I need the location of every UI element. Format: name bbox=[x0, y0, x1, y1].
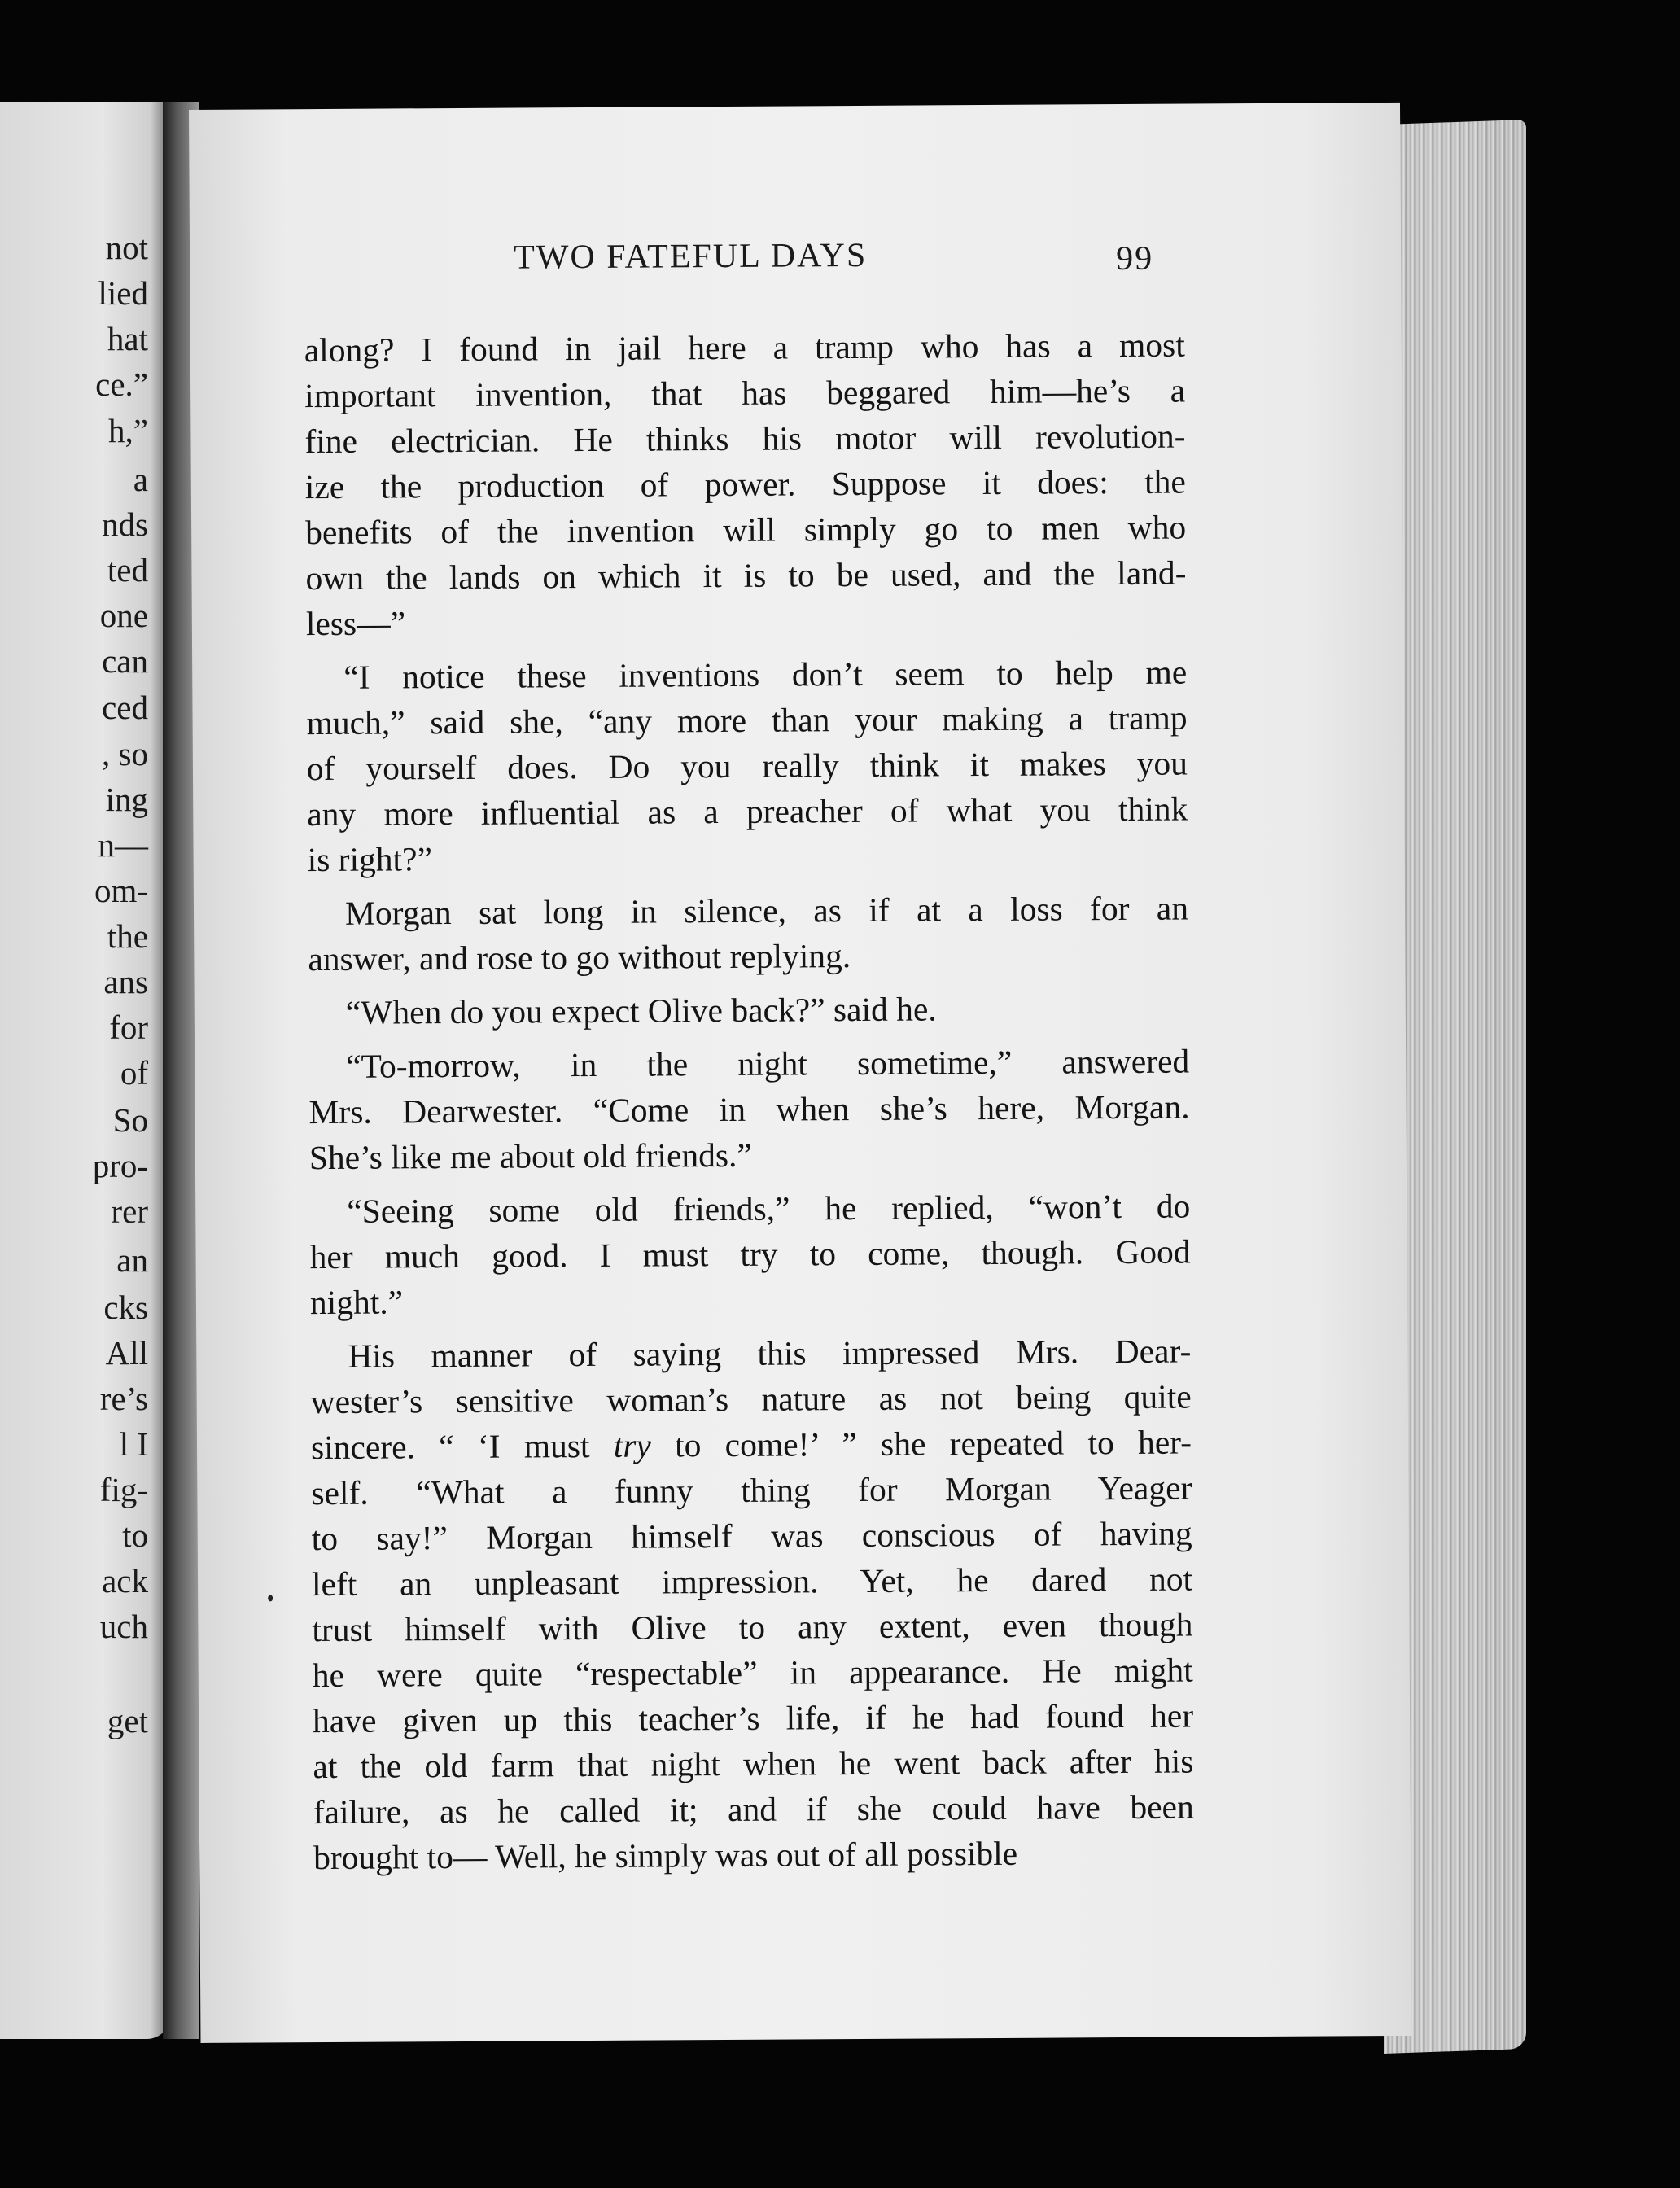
text-line: brought to— Well, he simply was out of all possible bbox=[313, 1834, 1018, 1877]
facing-page-line: ing bbox=[105, 781, 148, 818]
text-line: he were quite “respectable” in appearance. He might bbox=[312, 1651, 1193, 1695]
text-line: any more influential as a preacher of what you think bbox=[307, 790, 1188, 834]
text-line: left an unpleasant impression. Yet, he dared not bbox=[311, 1560, 1193, 1604]
book-page bbox=[189, 103, 1411, 2043]
text-line: night.” bbox=[309, 1283, 404, 1322]
text-line: failure, as he called it; and if she could have been bbox=[313, 1788, 1194, 1831]
text-line: important invention, that has beggared him—he’s a bbox=[304, 371, 1186, 415]
facing-page-line: the bbox=[107, 917, 148, 955]
facing-page-line: ans bbox=[103, 963, 148, 1000]
facing-page-line: a bbox=[133, 461, 148, 498]
paragraph bbox=[304, 322, 1187, 647]
facing-page-line: pro- bbox=[92, 1147, 148, 1184]
text-line: sincere. “ ‘I must try to come!’ ” she repeated to her- bbox=[310, 1423, 1192, 1467]
text-line: at the old farm that night when he went back after his bbox=[313, 1742, 1194, 1786]
facing-page-line: So bbox=[112, 1101, 148, 1139]
text-line: along? I found in jail here a tramp who has a most bbox=[304, 326, 1185, 370]
text-line: her much good. I must try to come, though. Good bbox=[309, 1232, 1191, 1276]
paragraph bbox=[308, 886, 1189, 982]
facing-page-line: ced bbox=[102, 689, 148, 726]
text-line: self. “What a funny thing for Morgan Yeager bbox=[311, 1468, 1192, 1512]
facing-page-line: ted bbox=[107, 551, 148, 589]
paragraph bbox=[308, 1039, 1190, 1181]
paragraph bbox=[310, 1328, 1194, 1881]
text-line: benefits of the invention will simply go to men who bbox=[305, 508, 1187, 552]
facing-page-line: hat bbox=[107, 320, 148, 357]
facing-page-line: an bbox=[116, 1241, 148, 1279]
body-text bbox=[304, 322, 1195, 1881]
facing-page-line: to bbox=[122, 1516, 148, 1554]
facing-page bbox=[0, 102, 171, 2039]
facing-page-line: ack bbox=[102, 1562, 148, 1599]
facing-page-line: get bbox=[107, 1702, 148, 1739]
facing-page-line: uch bbox=[99, 1608, 148, 1645]
facing-page-line: re’s bbox=[99, 1380, 148, 1417]
text-line: “To-morrow, in the night sometime,” answered bbox=[346, 1042, 1190, 1085]
text-line: of yourself does. Do you really think it makes you bbox=[306, 744, 1188, 788]
text-line: is right?” bbox=[307, 840, 433, 879]
text-line: “I notice these inventions don’t seem to help me bbox=[343, 653, 1188, 696]
text-line: trust himself with Olive to any extent, even though bbox=[312, 1605, 1193, 1649]
text-line: His manner of saying this impressed Mrs. Dear- bbox=[348, 1332, 1192, 1375]
facing-page-line: , so bbox=[102, 735, 148, 772]
text-line: Morgan sat long in silence, as if at a loss for an bbox=[344, 889, 1189, 932]
text-line: She’s like me about old friends.” bbox=[308, 1136, 752, 1177]
facing-page-line: h,” bbox=[108, 412, 148, 449]
running-title: TWO FATEFUL DAYS bbox=[513, 236, 868, 277]
ink-speck bbox=[268, 1595, 273, 1601]
text-line: “When do you expect Olive back?” said he. bbox=[345, 990, 937, 1031]
facing-page-line: of bbox=[120, 1054, 148, 1092]
paragraph bbox=[309, 1184, 1191, 1326]
facing-page-line: for bbox=[109, 1009, 148, 1046]
text-line: to say!” Morgan himself was conscious of having bbox=[311, 1514, 1192, 1558]
text-line: ize the production of power. Suppose it does: the bbox=[304, 462, 1186, 506]
text-line: own the lands on which it is to be used, and the land- bbox=[305, 554, 1187, 597]
text-line: answer, and rose to go without replying. bbox=[308, 937, 851, 978]
text-line: fine electrician. He thinks his motor will revolution- bbox=[304, 417, 1186, 461]
facing-page-line: ce.” bbox=[95, 365, 148, 403]
facing-page-line: can bbox=[102, 642, 148, 680]
running-head bbox=[190, 233, 1401, 278]
text-line: have given up this teacher’s life, if he had found her bbox=[312, 1696, 1194, 1740]
text-line: wester’s sensitive woman’s nature as not being quite bbox=[310, 1377, 1192, 1421]
facing-page-line: cks bbox=[103, 1289, 148, 1326]
page-number: 99 bbox=[1115, 239, 1154, 278]
facing-page-line: rer bbox=[111, 1192, 148, 1230]
text-line: Mrs. Dearwester. “Come in when she’s here, Morgan. bbox=[308, 1087, 1190, 1131]
text-line: “Seeing some old friends,” he replied, “won’t do bbox=[347, 1187, 1191, 1230]
facing-page-line: om- bbox=[94, 872, 148, 909]
emphasis: try bbox=[613, 1426, 652, 1464]
paragraph bbox=[308, 985, 1189, 1036]
facing-page-line: lied bbox=[98, 274, 148, 312]
facing-page-line: n— bbox=[98, 826, 148, 864]
text-line: much,” said she, “any more than your making a tramp bbox=[306, 698, 1188, 742]
facing-page-line: one bbox=[99, 597, 148, 634]
paragraph bbox=[306, 650, 1188, 883]
facing-page-line: not bbox=[105, 229, 148, 266]
text-line: less—” bbox=[305, 604, 406, 643]
facing-page-line: fig- bbox=[99, 1471, 148, 1508]
facing-page-line: l I bbox=[119, 1425, 148, 1463]
facing-page-line: nds bbox=[102, 505, 148, 543]
facing-page-line: All bbox=[105, 1334, 148, 1372]
